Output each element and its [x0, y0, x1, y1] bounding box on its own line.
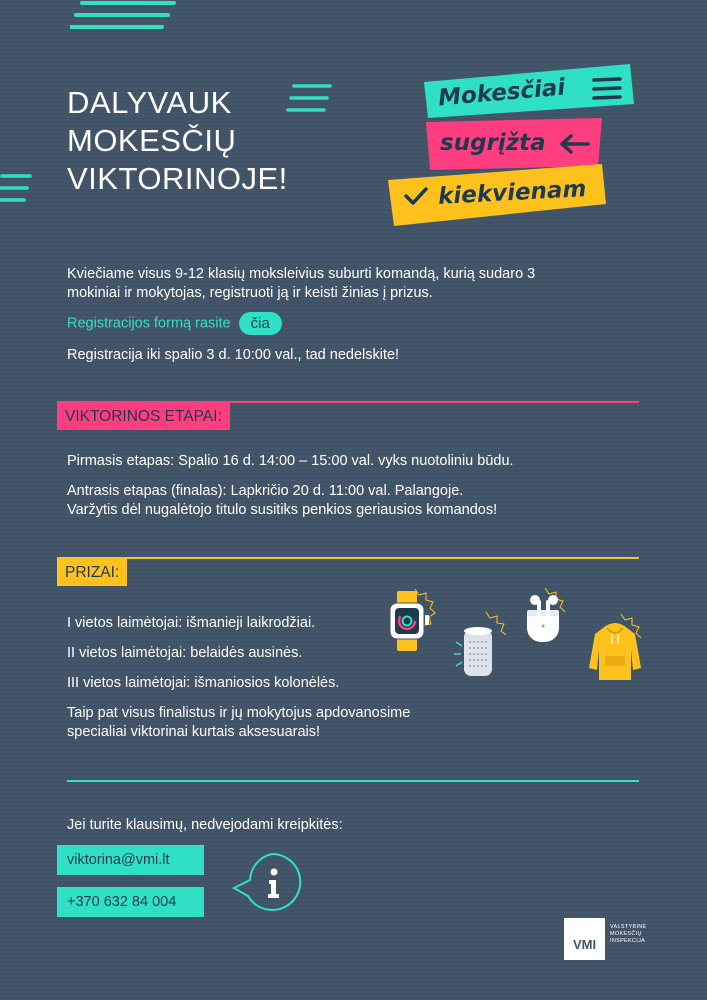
smart-speaker-icon [452, 608, 512, 680]
contact-intro: Jei turite klausimų, nedvejodami kreipkitės: [67, 817, 343, 833]
stage-second [67, 482, 497, 520]
contact-email-link[interactable]: viktorina@vmi.lt [57, 845, 204, 875]
stage-second-line-2: Varžytis dėl nugalėtojo titulo susitiks penkios geriausios komandos! [67, 502, 498, 518]
banner-line-2: sugrįžta [440, 130, 546, 156]
contact-divider [67, 780, 639, 782]
smartwatch-icon [385, 585, 441, 655]
vmi-logo-line-3: INSPEKCIJA [610, 938, 646, 944]
prize-third: III vietos laimėtojai: išmaniosios kolonėlės. [67, 675, 340, 691]
registration-form-text: Registracijos formą rasite [67, 315, 231, 332]
registration-form-row [67, 312, 282, 335]
intro-line-2: mokiniai ir mokytojas, registruoti ją ir keisti žinias į prizus. [67, 285, 433, 301]
page-title [67, 84, 367, 198]
menu-lines-icon [590, 74, 624, 106]
contact-phone-link[interactable]: +370 632 84 004 [57, 887, 204, 917]
stripes-decoration-top [70, 0, 180, 36]
info-icon [230, 850, 306, 914]
stage-second-line-1: Antrasis etapas (finalas): Lapkričio 20 d. 11:00 val. Palangoje. [67, 483, 464, 499]
stripes-decoration-left [0, 170, 34, 210]
title-line-1: DALYVAUK [67, 85, 232, 120]
arrow-left-icon [558, 132, 592, 156]
registration-link-button[interactable]: čia [239, 312, 282, 335]
wireless-earbuds-icon [515, 586, 575, 650]
vmi-logo: VMI [564, 918, 605, 960]
checkmark-icon [402, 184, 430, 208]
intro-line-1: Kviečiame visus 9-12 klasių moksleivius suburti komandą, kurią sudaro 3 [67, 266, 536, 282]
intro-paragraph [67, 265, 627, 303]
prize-extra [67, 704, 410, 742]
prize-second: II vietos laimėtojai: belaidės ausinės. [67, 645, 303, 661]
prizes-divider [57, 557, 639, 559]
hoodie-icon [585, 612, 645, 680]
prizes-heading: PRIZAI: [57, 559, 127, 586]
vmi-logo-text [610, 924, 670, 945]
title-line-3: VIKTORINOJE! [67, 161, 288, 196]
vmi-logo-line-1: VALSTYBINĖ [610, 924, 647, 930]
banner-line-1: Mokesčiai [437, 74, 567, 112]
title-line-2: MOKESČIŲ [67, 123, 237, 158]
prize-first: I vietos laimėtojai: išmanieji laikrodžiai. [67, 615, 316, 631]
slogan-banner [388, 60, 638, 230]
prize-extra-line-2: specialiai viktorinai kurtais aksesuarais! [67, 724, 321, 740]
vmi-logo-line-2: MOKESČIŲ [610, 931, 642, 937]
registration-deadline: Registracija iki spalio 3 d. 10:00 val., tad nedelskite! [67, 347, 400, 363]
banner-line-3: kiekvienam [437, 176, 588, 210]
stages-heading: VIKTORINOS ETAPAI: [57, 403, 230, 430]
prize-extra-line-1: Taip pat visus finalistus ir jų mokytojus apdovanosime [67, 705, 411, 721]
stage-first: Pirmasis etapas: Spalio 16 d. 14:00 – 15:00 val. vyks nuotoliniu būdu. [67, 453, 514, 469]
